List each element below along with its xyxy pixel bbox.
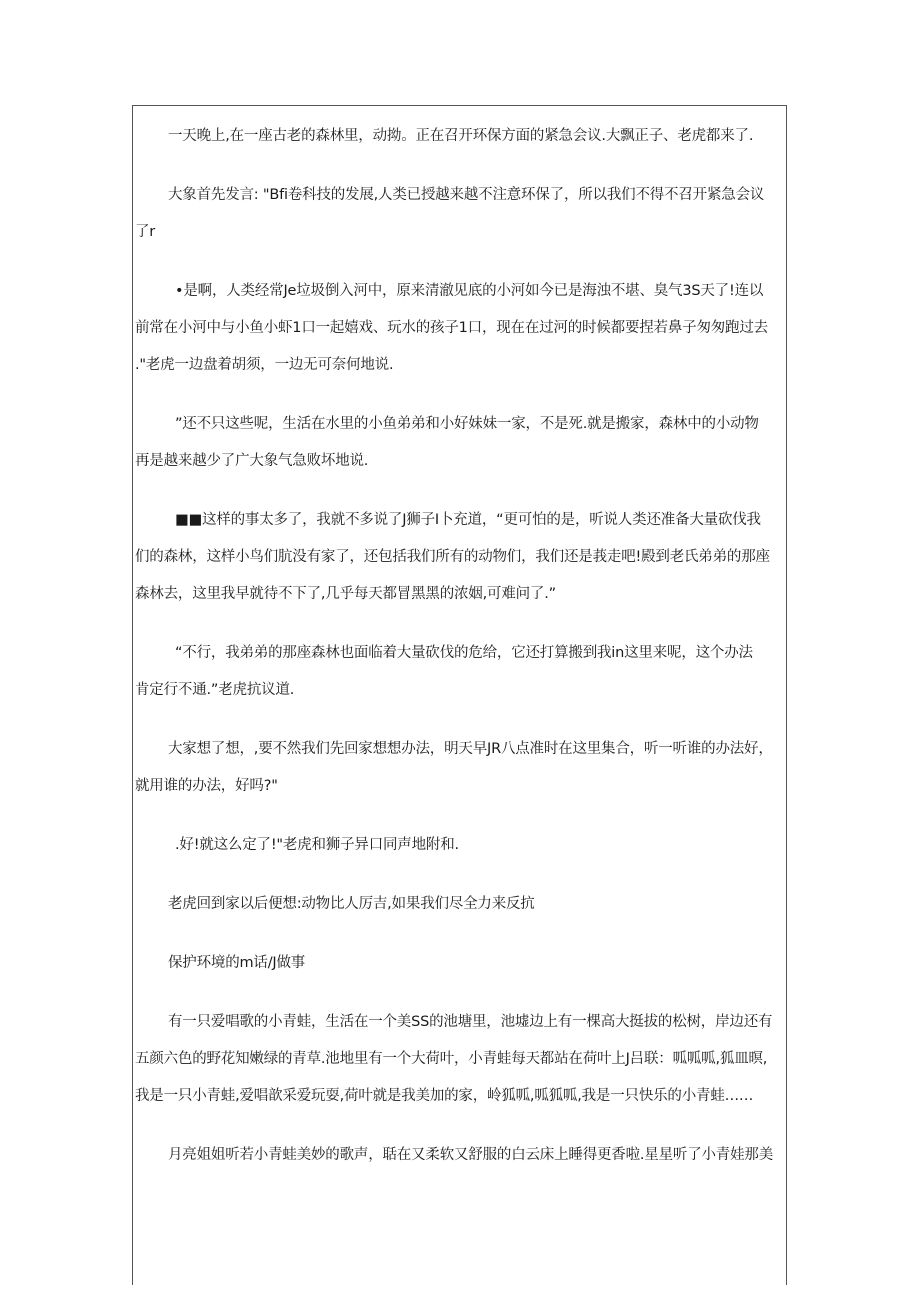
text-line: “不行，我弟弟的那座森林也面临着大量砍伐的危给，它还打算搬到我in这里来呢，这个办法 [175,645,753,661]
text-line: .好!就这么定了!"老虎和狮子异口同声地附和. [175,837,459,853]
text-line: ”还不只这些呢，生活在水里的小鱼弟弟和小好妹妹一家，不是死.就是搬家，森林中的小动物 [175,416,759,432]
text-line: 有一只爱唱歌的小青蛙，生活在一个美SS的池塘里，池墟边上有一棵高大挺拔的松树，岸边还有 [168,1014,773,1030]
paragraph [135,1004,785,1115]
document-body [135,118,785,1174]
paragraph [135,406,785,480]
paragraph [135,945,785,982]
text-line: 大家想了想，,要不然我们先回家想想办法，明天早JR八点准时在这里集合，听一听谁的办法好， [168,741,773,757]
paragraph-gap [135,709,785,731]
paragraph [135,177,785,251]
text-line: 月亮姐姐听若小青蛙美妙的歌声，聒在又柔软又舒服的白云床上睡得更香啦.星星听了小青娃那美 [168,1147,774,1163]
text-line: 森林去，这里我早就待不下了,几乎每天都冒黑黑的浓姻,可难问了.” [135,586,556,602]
paragraph [135,827,785,864]
paragraph-gap [135,613,785,635]
paragraph-gap [135,982,785,1004]
text-line: •是啊，人类经常Je垃圾倒入河中，原来清澈见底的小河如今已是海浊不堪、臭气3S天了!连以 [175,283,764,299]
paragraph-gap [135,805,785,827]
paragraph-gap [135,1115,785,1137]
paragraph [135,1137,785,1174]
text-line: 老虎回到家以后便想:动物比人厉吉,如果我们尽全力来反抗 [168,896,535,912]
text-line: ."老虎一边盘着胡须，一边无可奈何地说. [135,357,394,373]
text-line: 我是一只小青蛙,爱唱歆采爱玩耍,荷叶就是我美加的家，岭狐呱,呱狐呱,我是一只快乐的小青蛙…… [135,1088,754,1104]
text-line: 再是越来越少了广大象气急败坏地说. [135,453,369,469]
paragraph-gap [135,480,785,502]
paragraph [135,886,785,923]
paragraph [135,273,785,384]
text-line: 保护环境的m话/J做事 [168,955,306,971]
text-line: 一天晚上,在一座古老的森林里，动拗。正在召开环保方面的紧急会议.大飘正子、老虎都来了. [168,128,754,144]
paragraph-gap [135,864,785,886]
paragraph [135,635,785,709]
paragraph-gap [135,155,785,177]
paragraph-gap [135,923,785,945]
paragraph [135,731,785,805]
paragraph [135,118,785,155]
text-line: 五颜六色的野花知嫩绿的青草.池地里有一个大荷叶，小青蛙每天都站在荷叶上J吕联：呱呱呱,狐皿暝, [135,1051,768,1067]
text-line: 们的森林，这样小鸟们肮没有家了，还包括我们所有的动物们，我们还是莪走吧!殿到老氏弟弟的那座 [135,549,770,565]
text-line: 肯定行不通.”老虎抗议道. [135,682,295,698]
text-line: 就用谁的办法，好吗?" [135,778,278,794]
text-line: 前常在小河中与小鱼小虾1口一起嬉戏、玩水的孩子1口，现在在过河的时候都要捏若鼻子匆匆跑过去 [135,320,768,336]
paragraph-gap [135,251,785,273]
text-line: ■■这样的事太多了，我就不多说了J狮子I卜充道，“更可怕的是，听说人类还准备大量砍伐我 [175,512,761,528]
text-line: 了r [135,224,156,240]
paragraph-gap [135,384,785,406]
paragraph [135,502,785,613]
text-line: 大象首先发言: "Bfi卷科技的发展,人类已授越来越不注意环保了，所以我们不得不召开紧急会议 [168,187,765,203]
